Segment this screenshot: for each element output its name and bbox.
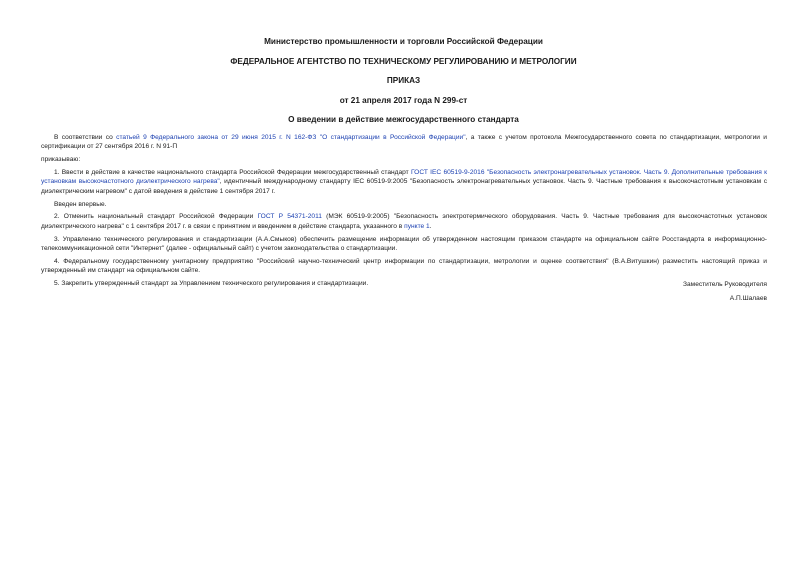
ministry-heading: Министерство промышленности и торговли Российской Федерации [264, 37, 543, 46]
item-4-paragraph: 4. Федеральному государственному унитарному предприятию "Российский научно-технический центр информации по стандартизации, метрологии и оценке соответствия" (В.А.Витушкин) разместить настоящий приказ и утвержденный им стандарт на официальном сайте. [41, 257, 767, 275]
date-number-heading: от 21 апреля 2017 года N 299-ст [339, 96, 468, 105]
gost-iec-60519-9-2016-link[interactable]: ГОСТ IEC 60519-9-2016 "Безопасность электронагревательных установок. Часть 9. Дополнительные требования к установкам высокочастотного диэлектрического нагрева" [41, 169, 767, 186]
item-2-text-3: . [429, 222, 432, 230]
document-body [41, 133, 767, 292]
document-type-heading: ПРИКАЗ [386, 76, 421, 85]
item-2-text-1: 2. Отменить национальный стандарт Российской Федерации [54, 213, 258, 221]
signatory-position: Заместитель Руководителя [683, 281, 767, 288]
item-1-paragraph [41, 168, 767, 196]
intro-text-1: В соответствии со [54, 134, 117, 141]
item-3-paragraph: 3. Управлению технического регулирования и стандартизации (А.А.Смыков) обеспечить размещение информации об утвержденном настоящим приказом стандарте на официальном сайте Росстандарта в информационно-телекоммуникационной сети "Интернет" (далее - официальный сайт) с учетом законодательства о стандартизации. [41, 235, 767, 253]
subject-heading: О введении в действие межгосударственного стандарта [288, 115, 519, 124]
item-2-paragraph [41, 212, 767, 231]
intro-paragraph [41, 133, 767, 152]
item-5-paragraph: 5. Закрепить утвержденный стандарт за Управлением технического регулирования и стандартизации. [54, 280, 369, 288]
introduced-first-note: Введен впервые. [54, 200, 107, 208]
item-1-text-2: , идентичный международному стандарту IEC 60519-9:2005 "Безопасность электронагревательных установок. Часть 9. Частные требования к высокочастотным установкам с диэлектрическим нагревом" с датой введения в действие 1 сентября 2017 г. [41, 178, 767, 195]
item-2-text-2: (МЭК 60519-9:2005) "Безопасность электротермического оборудования. Часть 9. Частные требования для высокочастотных установок диэлектрического нагрева" с 1 сентября 2017 г. в связи с принятием и введением в действие стандарта, указанного в [41, 213, 767, 230]
federal-law-link[interactable]: статьей 9 Федерального закона от 29 июня 2015 г. N 162-ФЗ "О стандартизации в Российской Федерации" [116, 134, 466, 141]
agency-heading: ФЕДЕРАЛЬНОЕ АГЕНТСТВО ПО ТЕХНИЧЕСКОМУ РЕГУЛИРОВАНИЮ И МЕТРОЛОГИИ [230, 57, 577, 66]
item-1-reference-link[interactable]: пункте 1 [404, 222, 430, 230]
signatory-name: А.П.Шалаев [729, 295, 767, 302]
item-1-text-1: 1. Ввести в действие в качестве национального стандарта Российской Федерации межгосударственный стандарт [54, 169, 411, 176]
gost-r-54371-2011-link[interactable]: ГОСТ Р 54371-2011 [257, 213, 322, 221]
order-word: приказываю: [41, 156, 81, 164]
intro-text-2: , а также с учетом протокола Межгосударственного совета по стандартизации, метрологии и сертификации от 27 сентября 2016 г. N 91-П [41, 134, 767, 151]
